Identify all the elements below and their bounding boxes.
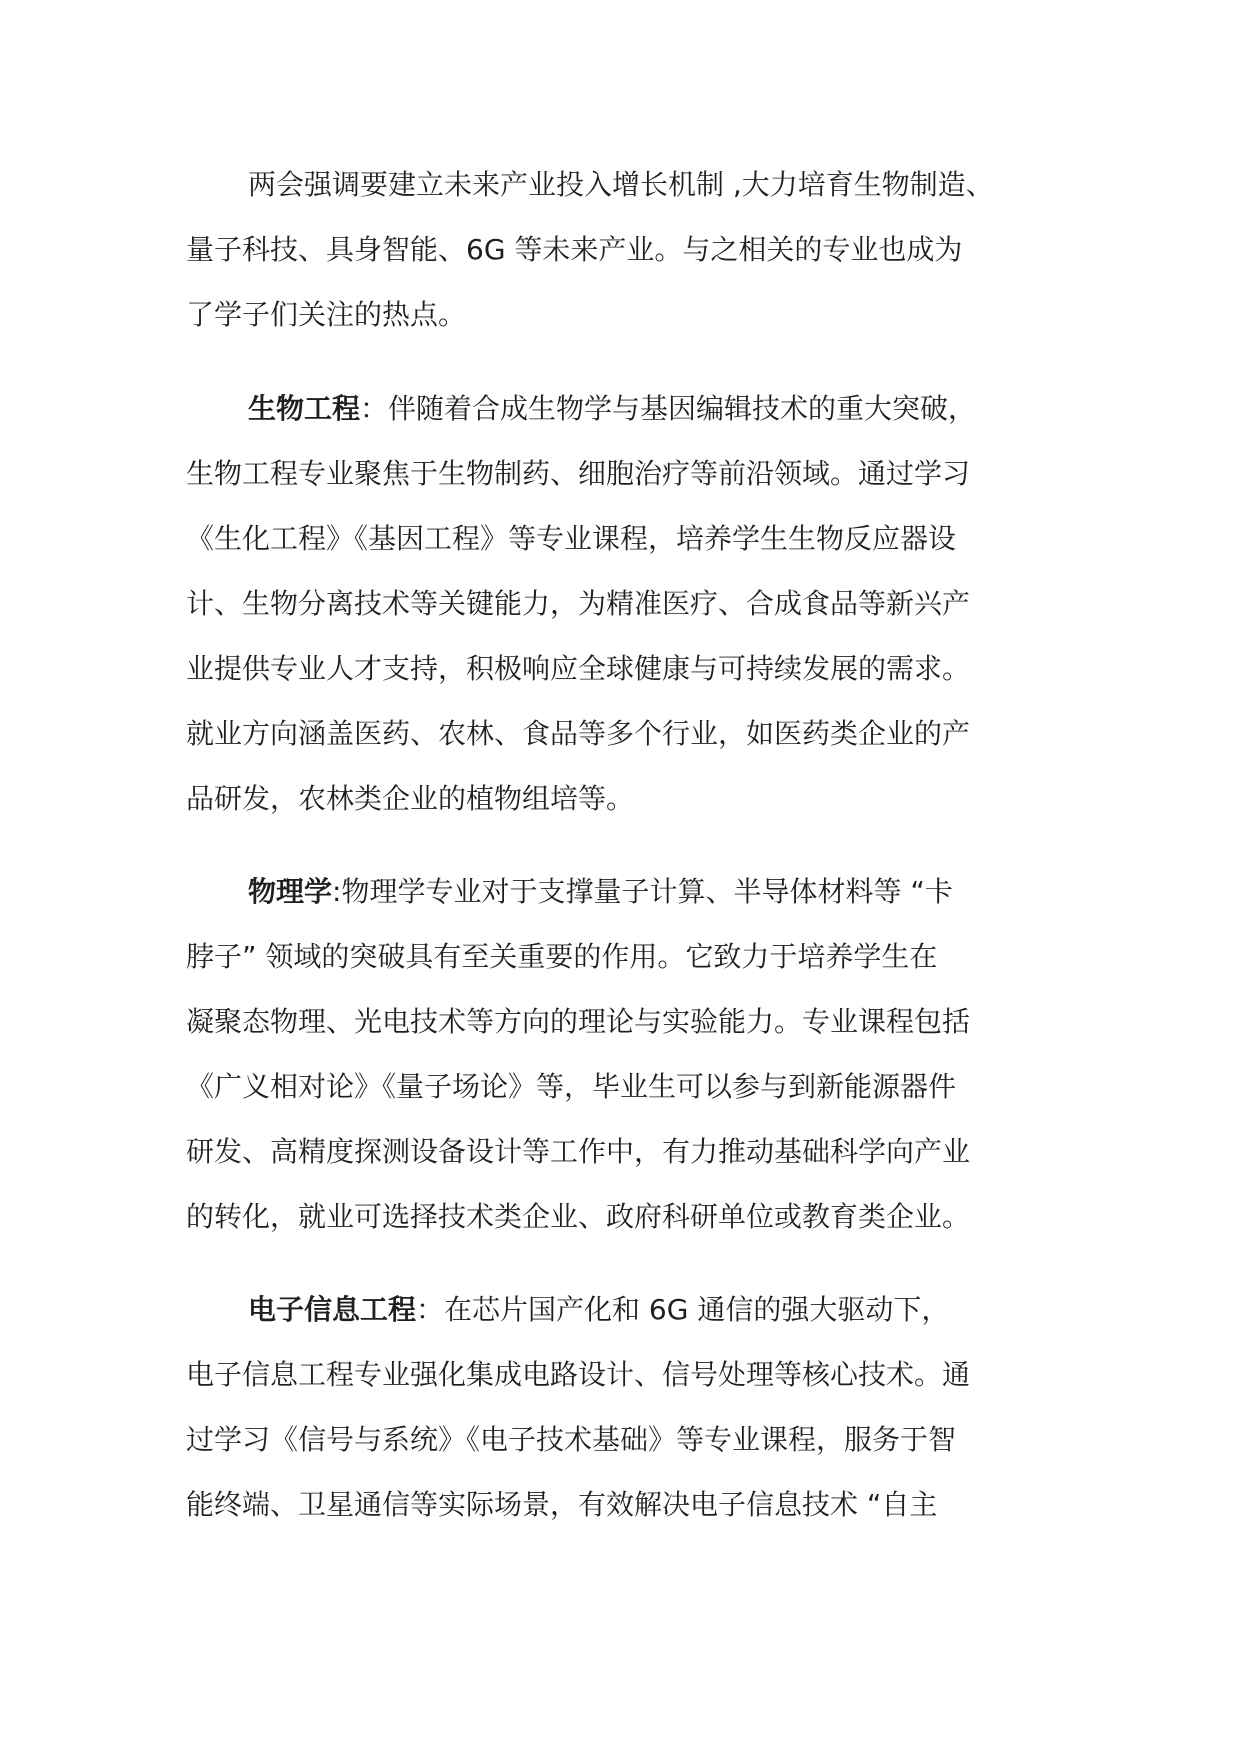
text-line: 《广义相对论》《量子场论》等，毕业生可以参与到新能源器件 — [186, 1070, 957, 1103]
text-line: 过学习《信号与系统》《电子技术基础》等专业课程，服务于智 — [186, 1423, 957, 1456]
text-line — [186, 859, 1066, 924]
text-line: 了学子们关注的热点。 — [186, 298, 467, 331]
text-line: 研发、高精度探测设备设计等工作中，有力推动基础科学向产业 — [186, 1135, 971, 1168]
text-line: 的转化，就业可选择技术类企业、政府科研单位或教育类企业。 — [186, 1200, 971, 1233]
text-line: 生物工程专业聚焦于生物制药、细胞治疗等前沿领域。通过学习 — [186, 457, 971, 490]
major-name-bioengineering: 生物工程 — [248, 392, 361, 425]
text-line: 能终端、卫星通信等实际场景，有效解决电子信息技术 “自主 — [186, 1488, 938, 1521]
text-line: 计、生物分离技术等关键能力，为精准医疗、合成食品等新兴产 — [186, 587, 971, 620]
text-line — [186, 376, 1066, 441]
first-line-text: ：在芯片国产化和 6G 通信的强大驱动下， — [416, 1293, 950, 1326]
text-line: 品研发，农林类企业的植物组培等。 — [186, 782, 635, 815]
text-line: 电子信息工程专业强化集成电路设计、信号处理等核心技术。通 — [186, 1358, 971, 1391]
text-line: 就业方向涵盖医药、农林、食品等多个行业，如医药类企业的产 — [186, 717, 971, 750]
paragraph-electronic-info — [186, 1277, 1066, 1537]
paragraph-intro — [186, 152, 1066, 347]
first-line-text: ：伴随着合成生物学与基因编辑技术的重大突破， — [360, 392, 977, 425]
text-line: 《生化工程》《基因工程》等专业课程，培养学生生物反应器设 — [186, 522, 957, 555]
text-line: 两会强调要建立未来产业投入增长机制 ,大力培育生物制造、 — [248, 168, 994, 201]
text-line: 量子科技、具身智能、6G 等未来产业。与之相关的专业也成为 — [186, 233, 963, 266]
paragraph-bioengineering — [186, 376, 1066, 831]
major-name-electronic-info: 电子信息工程 — [248, 1293, 417, 1326]
text-line: 业提供专业人才支持，积极响应全球健康与可持续发展的需求。 — [186, 652, 971, 685]
major-name-physics: 物理学 — [248, 875, 333, 908]
first-line-text: :物理学专业对于支撑量子计算、半导体材料等 “卡 — [332, 875, 953, 908]
paragraph-physics — [186, 859, 1066, 1249]
text-line — [186, 1277, 1066, 1342]
text-line: 凝聚态物理、光电技术等方向的理论与实验能力。专业课程包括 — [186, 1005, 971, 1038]
text-line: 脖子” 领域的突破具有至关重要的作用。它致力于培养学生在 — [186, 940, 938, 973]
